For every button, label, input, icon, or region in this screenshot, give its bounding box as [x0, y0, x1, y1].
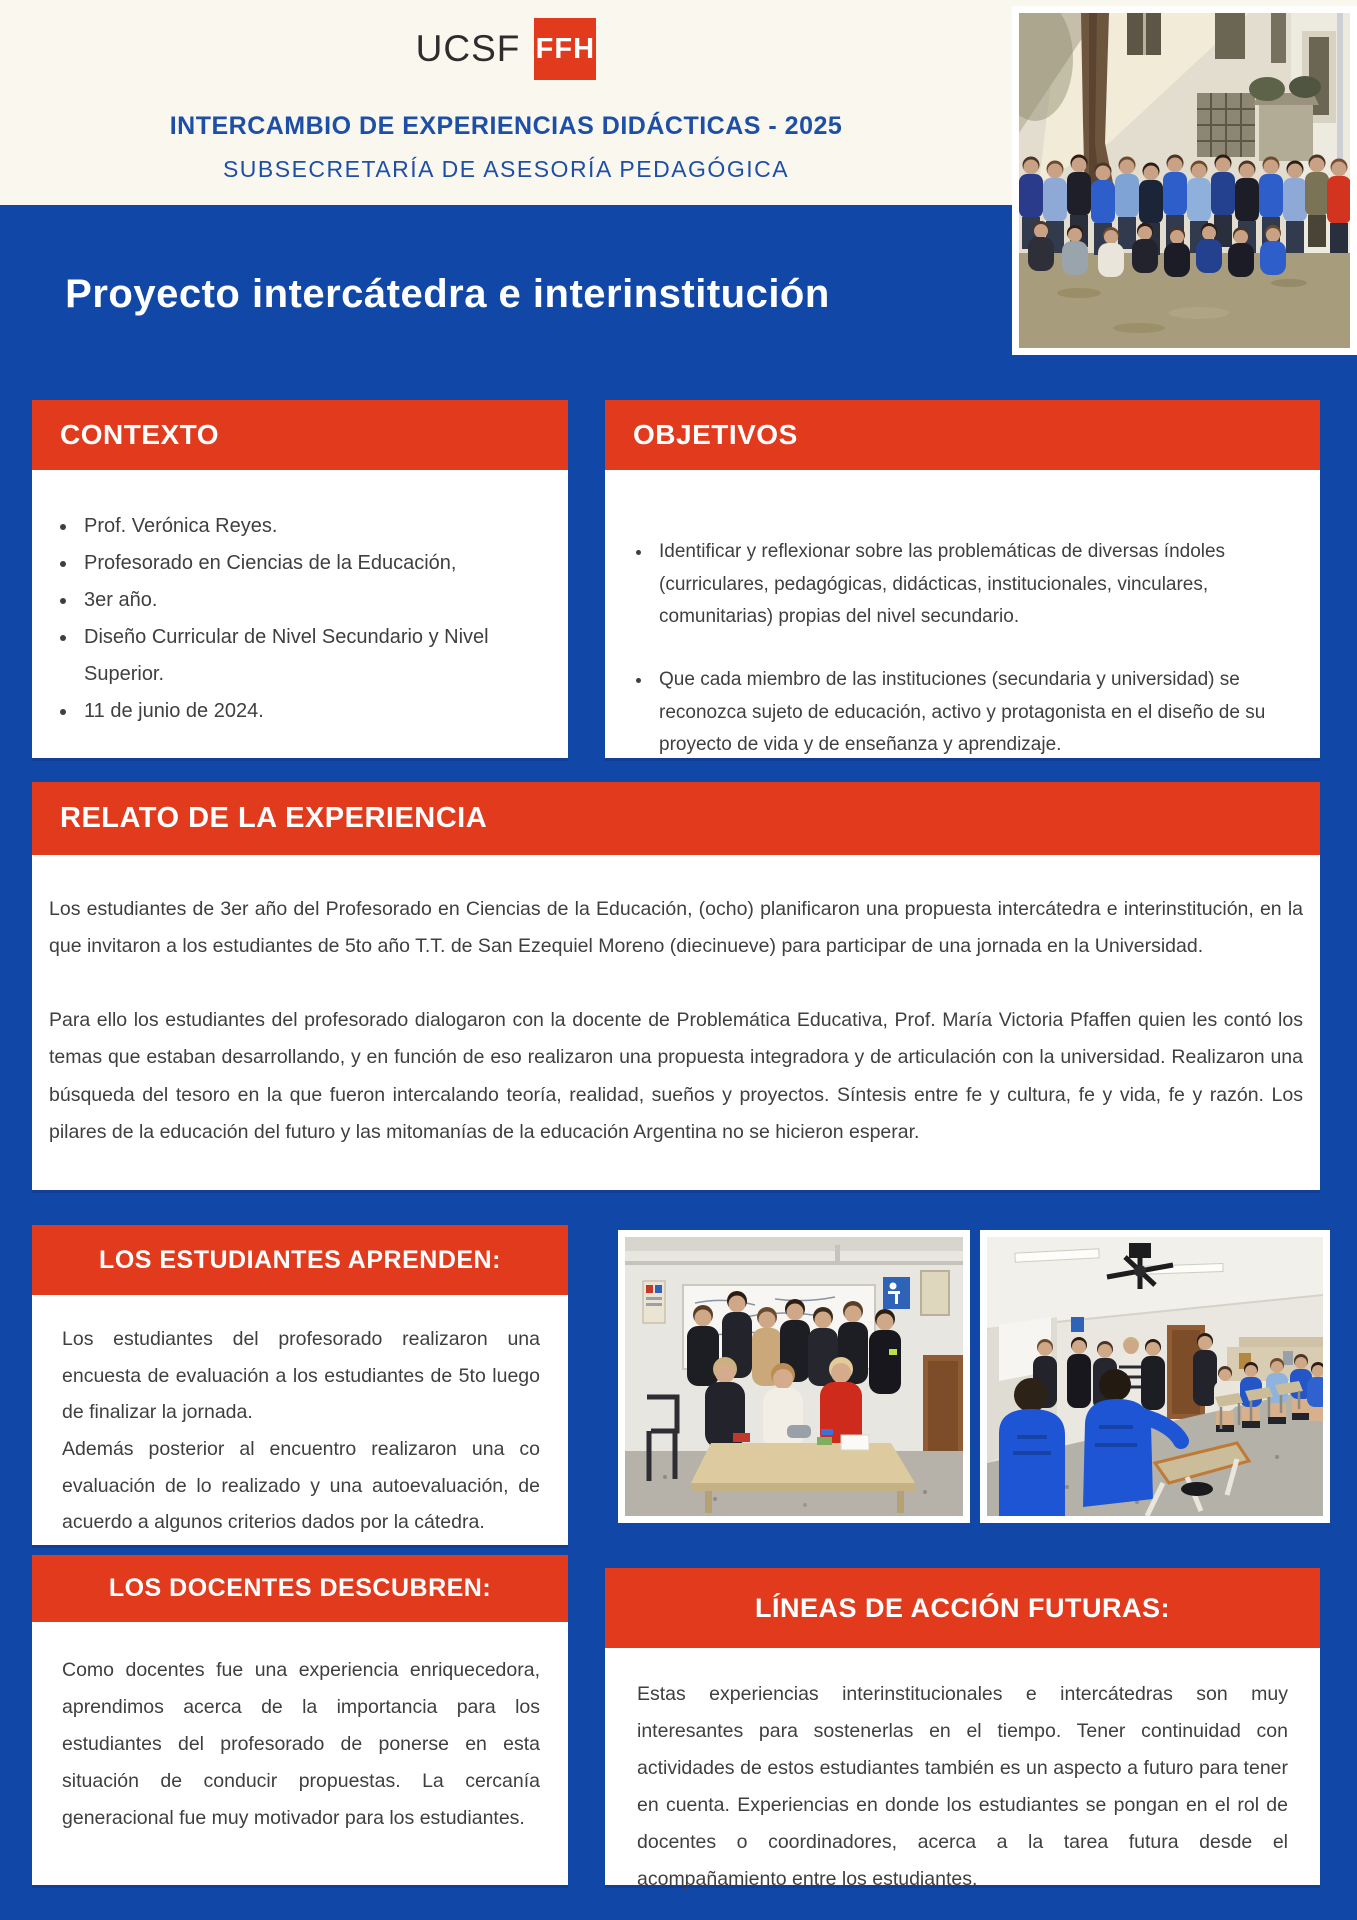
- estudiantes-box: [32, 1225, 568, 1545]
- docentes-body: [32, 1622, 568, 1837]
- event-title: INTERCAMBIO DE EXPERIENCIAS DIDÁCTICAS - 2025: [169, 112, 843, 140]
- group-photo-courtyard: [1012, 6, 1357, 355]
- relato-body: [32, 855, 1320, 1152]
- classroom-group-photo: [618, 1230, 970, 1523]
- ffh-logo-square: FFH: [534, 18, 596, 80]
- paragraph: Para ello los estudiantes del profesorado dialogaron con la docente de Problemática Educativa, Prof. María Victoria Pfaffen quien les contó los temas que estaban desarrollando, y en función de eso realizaron una propuesta integradora y de articulación con la universidad. Realizaron una búsqueda del tesoro en la que fueron intercalando teoría, realidad, sueños y proyectos. Síntesis entre fe y cultura, fe y vida, fe y razón. Los pilares de la educación del futuro y las mitomanías de la educación Argentina no se hicieron esperar.: [49, 1008, 1303, 1144]
- poster-title: Proyecto intercátedra e interinstitución: [65, 272, 830, 316]
- contexto-list: [32, 470, 568, 730]
- classroom-circle-illustration: [987, 1237, 1323, 1516]
- list-item: • Profesorado en Ciencias de la Educación,: [78, 545, 550, 582]
- list-item: • Diseño Curricular de Nivel Secundario y Nivel Superior.: [78, 619, 550, 693]
- contexto-header: CONTEXTO: [32, 400, 568, 470]
- paragraph: Los estudiantes del profesorado realizaron una encuesta de evaluación a los estudiantes de 5to luego de finalizar la jornada.: [62, 1328, 540, 1424]
- docentes-box: [32, 1555, 568, 1885]
- lineas-box: [605, 1568, 1320, 1891]
- objetivos-header: OBJETIVOS: [605, 400, 1320, 470]
- classroom-circle-photo: [980, 1230, 1330, 1523]
- group-photo-illustration: [1019, 13, 1350, 348]
- estudiantes-body: [32, 1295, 568, 1541]
- paragraph: Como docentes fue una experiencia enriquecedora, aprendimos acerca de la importancia para los estudiantes del profesorado de ponerse en esta situación de conducir propuestas. La cercanía generacional fue muy motivador para los estudiantes.: [62, 1659, 540, 1830]
- list-item: • 3er año.: [78, 582, 550, 619]
- front-row-people: [705, 1357, 862, 1450]
- ucsf-logo-text: UCSF: [415, 28, 521, 69]
- estudiantes-header: LOS ESTUDIANTES APRENDEN:: [32, 1225, 568, 1295]
- objetivos-box: [605, 400, 1320, 758]
- lineas-body: [605, 1648, 1320, 1898]
- list-item: • 11 de junio de 2024.: [78, 693, 550, 730]
- relato-box: [32, 782, 1320, 1190]
- paragraph: Además posterior al encuentro realizaron una co evaluación de lo realizado y una autoevaluación, de acuerdo a algunos criterios dados por la cátedra.: [62, 1437, 540, 1534]
- classroom-group-illustration: [625, 1237, 963, 1516]
- objetivos-list: [605, 470, 1320, 762]
- list-item: • Identificar y reflexionar sobre las problemáticas de diversas índoles (curriculares, pedagógicas, didácticas, institucionales, vinculares, comunitarias) propias del nivel secundario.: [653, 536, 1286, 634]
- paragraph: Los estudiantes de 3er año del Profesorado en Ciencias de la Educación, (ocho) planificaron una propuesta intercátedra e interinstitución, en la que invitaron a los estudiantes de 5to año T.T. de San Ezequiel Moreno (diecinueve) para participar de una jornada en la Universidad.: [49, 898, 1303, 958]
- lineas-header: LÍNEAS DE ACCIÓN FUTURAS:: [605, 1568, 1320, 1648]
- subsecretaria-subtitle: SUBSECRETARÍA DE ASESORÍA PEDAGÓGICA: [222, 156, 790, 182]
- list-item: • Que cada miembro de las instituciones (secundaria y universidad) se reconozca sujeto de educación, activo y protagonista en el diseño de su proyecto de vida y de enseñanza y aprendizaje.: [653, 664, 1286, 762]
- docentes-header: LOS DOCENTES DESCUBREN:: [32, 1555, 568, 1622]
- ucsf-ffh-logo: [0, 18, 1012, 80]
- relato-header: RELATO DE LA EXPERIENCIA: [32, 782, 1320, 855]
- paragraph: Estas experiencias interinstitucionales e intercátedras son muy interesantes para sostenerlas en el tiempo. Tener continuidad con actividades de estos estudiantes también es un aspecto a futuro para tener en cuenta. Experiencias en donde los estudiantes se pongan en el rol de docentes o coordinadores, acerca a la tarea futura desde el acompañamiento entre los estudiantes.: [637, 1683, 1288, 1891]
- contexto-box: [32, 400, 568, 758]
- list-item: • Prof. Verónica Reyes.: [78, 508, 550, 545]
